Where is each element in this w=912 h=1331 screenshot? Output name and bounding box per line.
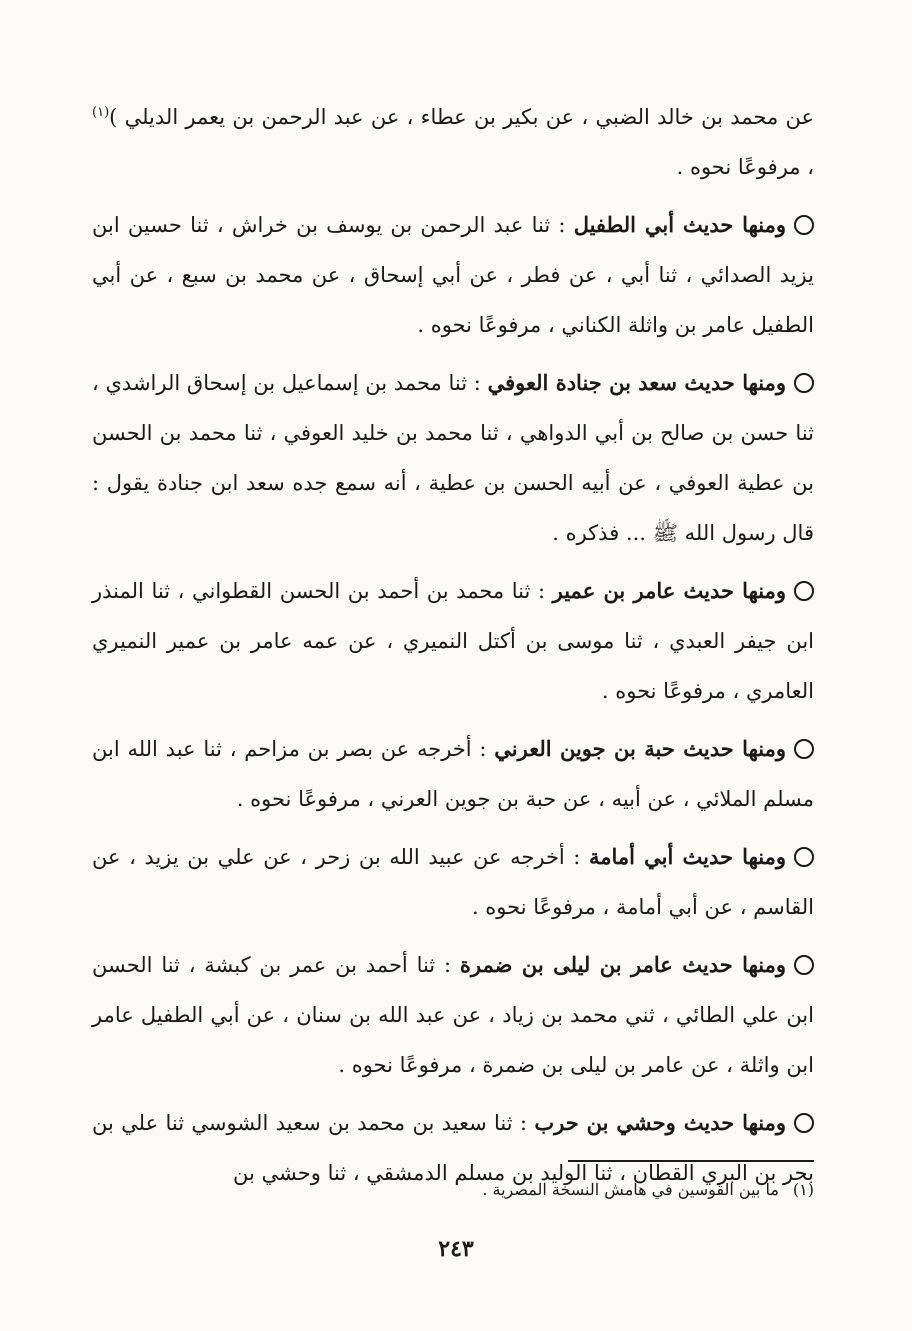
paragraph-6-text: : أخرجه عن عبيد الله بن زحر ، عن علي بن يزيد ، عن القاسم ، عن أبي أمامة ، مرفوعًا نحوه . — [92, 845, 814, 919]
paragraph-2-text: : ثنا عبد الرحمن بن يوسف بن خراش ، ثنا حسين ابن يزيد الصدائي ، ثنا أبي ، عن فطر ، عن أبي إسحاق ، عن محمد بن سبع ، عن أبي الطفيل عامر بن واثلة الكناني ، مرفوعًا نحوه . — [92, 213, 814, 337]
circle-bullet-icon — [794, 581, 814, 601]
paragraph-3-text: : ثنا محمد بن إسماعيل بن إسحاق الراشدي ، ثنا حسن بن صالح بن أبي الدواهي ، ثنا محمد بن خليد العوفي ، ثنا محمد بن الحسن بن عطية العوفي ، عن أبيه الحسن بن عطية ، أنه سمع جده سعد ابن جنادة يقول : قال رسول الله ﷺ ... فذكره . — [92, 371, 814, 545]
paragraph-2 — [92, 200, 814, 350]
paragraph-5 — [92, 724, 814, 824]
paragraph-1-tail: ، مرفوعًا نحوه . — [676, 155, 814, 179]
paragraph-5-text: : أخرجه عن بصر بن مزاحم ، ثنا عبد الله ابن مسلم الملائي ، عن أبيه ، عن حبة بن جوين العرني ، مرفوعًا نحوه . — [92, 737, 814, 811]
paragraph-6 — [92, 832, 814, 932]
paragraph-3-heading: ومنها حديث سعد بن جنادة العوفي — [487, 370, 786, 395]
footnote-number: (١) — [792, 1180, 814, 1199]
paragraph-8-heading: ومنها حديث وحشي بن حرب — [534, 1110, 786, 1135]
paragraph-4-text: : ثنا محمد بن أحمد بن الحسن القطواني ، ثنا المنذر ابن جيفر العبدي ، ثنا موسى بن أكتل النميري ، عن عمه عامر بن عمير النميري العامري ، مرفوعًا نحوه . — [92, 579, 814, 703]
paragraph-7-heading: ومنها حديث عامر بن ليلى بن ضمرة — [459, 952, 786, 977]
circle-bullet-icon — [794, 1113, 814, 1133]
circle-bullet-icon — [794, 373, 814, 393]
paragraph-7-text: : ثنا أحمد بن عمر بن كبشة ، ثنا الحسن ابن علي الطائي ، ثني محمد بن زياد ، عن عبد الله بن سنان ، عن أبي الطفيل عامر ابن واثلة ، عن عامر بن ليلى بن ضمرة ، مرفوعًا نحوه . — [92, 953, 814, 1077]
footnote-reference: (١) — [92, 105, 110, 120]
paragraph-4 — [92, 566, 814, 716]
paragraph-3 — [92, 358, 814, 558]
circle-bullet-icon — [794, 955, 814, 975]
footnote — [114, 1176, 814, 1204]
paragraph-5-heading: ومنها حديث حبة بن جوين العرني — [494, 736, 786, 761]
footnote-text: ما بين القوسين في هامش النسخة المصرية . — [482, 1180, 779, 1199]
paragraph-4-heading: ومنها حديث عامر بن عمير — [552, 578, 786, 603]
paragraph-2-heading: ومنها حديث أبي الطفيل — [573, 212, 786, 237]
paragraph-1-text: عن محمد بن خالد الضبي ، عن بكير بن عطاء ، عن عبد الرحمن بن يعمر الديلي ) — [109, 105, 814, 129]
circle-bullet-icon — [794, 215, 814, 235]
paragraph-6-heading: ومنها حديث أبي أمامة — [588, 844, 786, 869]
footnote-divider — [568, 1160, 814, 1162]
paragraph-7 — [92, 940, 814, 1090]
circle-bullet-icon — [794, 847, 814, 867]
paragraph-1 — [92, 92, 814, 192]
paragraph-8-text: : ثنا سعيد بن محمد بن سعيد الشوسي ثنا علي بن بحر بن البري القطان ، ثنا الوليد بن مسلم الدمشقي ، ثنا وحشي بن — [92, 1111, 814, 1185]
page-body — [92, 92, 814, 1206]
page-number: ٢٤٣ — [438, 1236, 474, 1262]
circle-bullet-icon — [794, 739, 814, 759]
